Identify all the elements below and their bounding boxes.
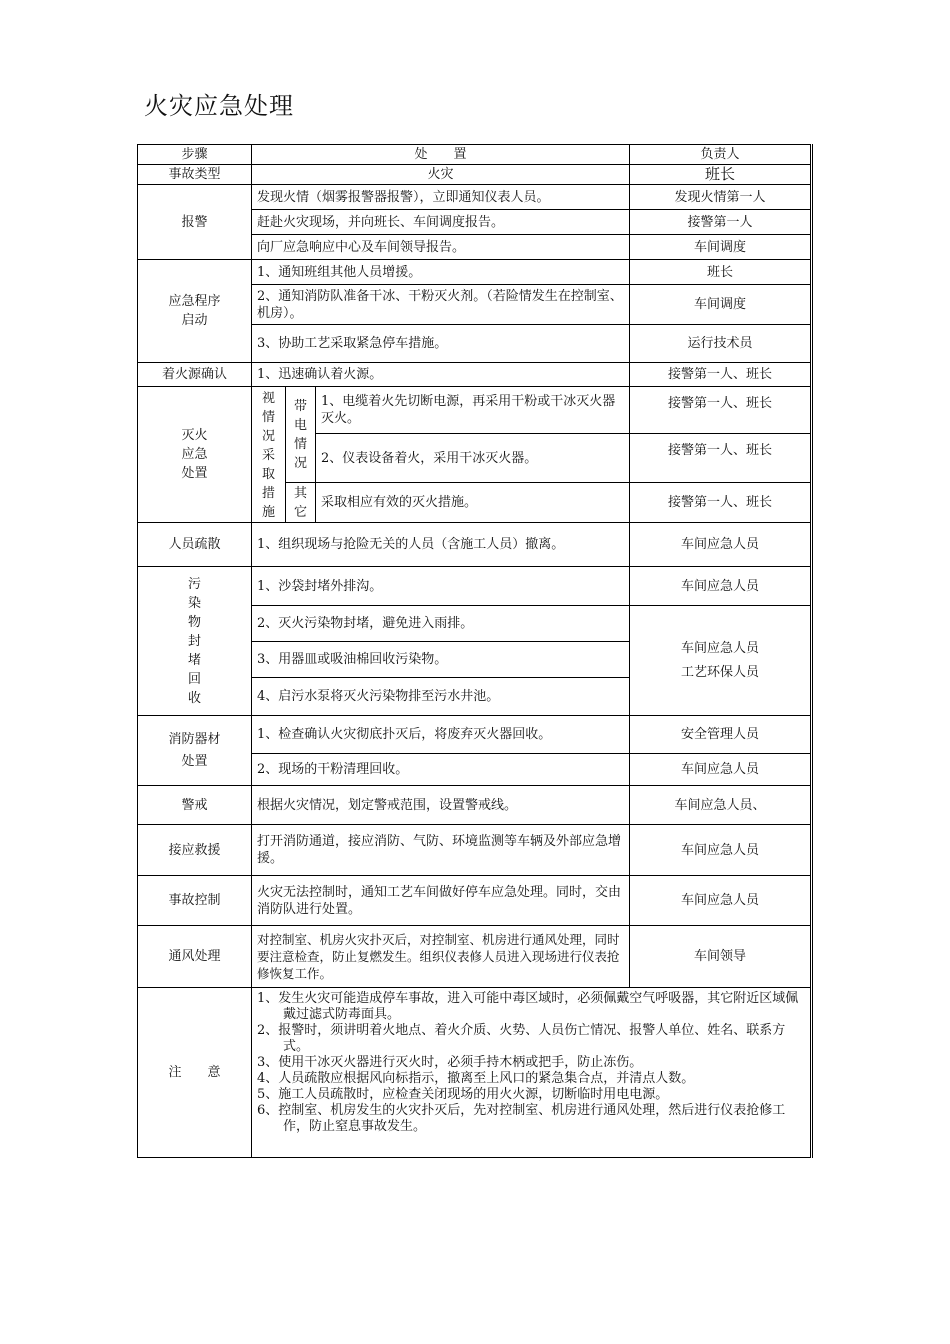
equipment-label-line2: 处置 [181, 753, 208, 769]
fire-emergency-table [137, 144, 813, 1158]
live-label [286, 387, 316, 483]
header-step: 步骤 [138, 145, 252, 165]
confirm-source-owner: 接警第一人、班长 [630, 363, 812, 387]
equipment-row [138, 716, 812, 754]
pollution-row [138, 567, 812, 606]
accident-type-label: 事故类型 [138, 165, 252, 185]
emergency-start-row [138, 260, 812, 285]
extinguish-owner: 接警第一人、班长 [630, 434, 812, 483]
pollution-action: 1、沙袋封堵外排沟。 [252, 567, 630, 606]
pollution-owner-line1: 车间应急人员 [681, 640, 760, 656]
equipment-action: 2、现场的干粉清理回收。 [252, 754, 630, 786]
control-owner: 车间应急人员 [630, 876, 812, 926]
alarm-owner: 发现火情第一人 [630, 185, 812, 210]
pollution-action: 2、灭火污染物封堵，避免进入雨排。 [252, 606, 630, 642]
emergency-start-owner: 班长 [630, 260, 812, 285]
accident-owner: 班长 [630, 165, 812, 185]
equipment-label-line1: 消防器材 [168, 731, 221, 747]
extinguish-owner: 接警第一人、班长 [630, 387, 812, 434]
alarm-owner: 车间调度 [630, 235, 812, 260]
equipment-label [138, 716, 252, 786]
alarm-action: 向厂应急响应中心及车间领导报告。 [252, 235, 630, 260]
pollution-owner-line2: 工艺环保人员 [681, 664, 760, 680]
emergency-start-owner: 车间调度 [630, 285, 812, 325]
extinguish-row [138, 387, 812, 434]
equipment-action: 1、检查确认火灾彻底扑灭后，将废弃灭火器回收。 [252, 716, 630, 754]
live-label-text: 带 电 情 况 [293, 398, 307, 471]
alarm-action: 赶赴火灾现场，并向班长、车间调度报告。 [252, 210, 630, 235]
ventilation-action: 对控制室、机房火灾扑灭后，对控制室、机房进行通风处理，同时要注意检查，防止复燃发生。组织仪表修人员进入现场进行仪表抢修恢复工作。 [252, 926, 630, 988]
emergency-start-owner: 运行技术员 [630, 325, 812, 363]
confirm-source-action: 1、迅速确认着火源。 [252, 363, 630, 387]
notes-content [252, 988, 812, 1158]
extinguish-label-text: 灭火 应急 处置 [181, 428, 208, 481]
evacuation-row [138, 523, 812, 567]
note-item: 6、控制室、机房发生的火灾扑灭后，先对控制室、机房进行通风处理，然后进行仪表抢修工作，防止窒息事故发生。 [257, 1103, 786, 1134]
pollution-shared-owner [630, 606, 812, 716]
evacuation-action: 1、组织现场与抢险无关的人员（含施工人员）撤离。 [252, 523, 630, 567]
measure-label-text: 视 情 况 采 取 措 施 [261, 391, 275, 520]
ventilation-row [138, 926, 812, 988]
rescue-row [138, 825, 812, 876]
alarm-label: 报警 [138, 185, 252, 260]
note-item: 2、报警时，须讲明着火地点、着火介质、火势、人员伤亡情况、报警人单位、姓名、联系方式。 [257, 1023, 786, 1054]
header-owner: 负责人 [630, 145, 812, 165]
ventilation-label: 通风处理 [138, 926, 252, 988]
control-row [138, 876, 812, 926]
pollution-label-text: 污 染 物 封 堵 回 收 [187, 576, 201, 706]
alarm-action: 发现火情（烟雾报警器报警），立即通知仪表人员。 [252, 185, 630, 210]
evacuation-owner: 车间应急人员 [630, 523, 812, 567]
header-row [138, 145, 812, 165]
alert-label: 警戒 [138, 786, 252, 825]
confirm-source-row [138, 363, 812, 387]
emergency-start-label [138, 260, 252, 363]
note-item: 4、人员疏散应根据风向标指示，撤离至上风口的紧急集合点，并清点人数。 [257, 1071, 695, 1086]
pollution-label [138, 567, 252, 716]
accident-type-row [138, 165, 812, 185]
note-item: 1、发生火灾可能造成停车事故，进入可能中毒区域时，必须佩戴空气呼吸器，其它附近区域佩戴过滤式防毒面具。 [257, 991, 799, 1022]
other-label [286, 483, 316, 523]
evacuation-label: 人员疏散 [138, 523, 252, 567]
confirm-source-label: 着火源确认 [138, 363, 252, 387]
emergency-start-action: 1、通知班组其他人员增援。 [252, 260, 630, 285]
alert-row [138, 786, 812, 825]
control-action: 火灾无法控制时，通知工艺车间做好停车应急处理。同时，交由消防队进行处置。 [252, 876, 630, 926]
extinguish-owner: 接警第一人、班长 [630, 483, 812, 523]
emergency-start-action: 2、通知消防队准备干冰、干粉灭火剂。（若险情发生在控制室、机房）。 [252, 285, 630, 325]
notes-row [138, 988, 812, 1158]
alarm-owner: 接警第一人 [630, 210, 812, 235]
extinguish-label [138, 387, 252, 523]
notes-label: 注 意 [138, 988, 252, 1158]
extinguish-action: 1、电缆着火先切断电源，再采用干粉或干冰灭火器灭火。 [316, 387, 630, 434]
other-label-text: 其 它 [293, 485, 307, 520]
rescue-action: 打开消防通道，接应消防、气防、环境监测等车辆及外部应急增援。 [252, 825, 630, 876]
emergency-start-label-line2: 启动 [181, 313, 208, 328]
emergency-start-label-line1: 应急程序 [168, 294, 221, 309]
ventilation-owner: 车间领导 [630, 926, 812, 988]
note-item: 3、使用干冰灭火器进行灭火时，必须手持木柄或把手，防止冻伤。 [257, 1055, 643, 1070]
page-title: 火灾应急处理 [144, 92, 294, 120]
equipment-owner: 车间应急人员 [630, 754, 812, 786]
note-item: 5、施工人员疏散时，应检查关闭现场的用火火源，切断临时用电电源。 [257, 1087, 669, 1102]
alert-action: 根据火灾情况，划定警戒范围，设置警戒线。 [252, 786, 630, 825]
pollution-action: 4、启污水泵将灭火污染物排至污水井池。 [252, 678, 630, 716]
pollution-action: 3、用器皿或吸油棉回收污染物。 [252, 642, 630, 678]
rescue-owner: 车间应急人员 [630, 825, 812, 876]
alarm-row [138, 185, 812, 210]
measure-label [252, 387, 286, 523]
emergency-start-action: 3、协助工艺采取紧急停车措施。 [252, 325, 630, 363]
rescue-label: 接应救援 [138, 825, 252, 876]
extinguish-action: 采取相应有效的灭火措施。 [316, 483, 630, 523]
alert-owner: 车间应急人员、 [630, 786, 812, 825]
extinguish-action: 2、仪表设备着火，采用干冰灭火器。 [316, 434, 630, 483]
accident-type-value: 火灾 [252, 165, 630, 185]
header-action: 处 置 [252, 145, 630, 165]
control-label: 事故控制 [138, 876, 252, 926]
pollution-owner: 车间应急人员 [630, 567, 812, 606]
equipment-owner: 安全管理人员 [630, 716, 812, 754]
